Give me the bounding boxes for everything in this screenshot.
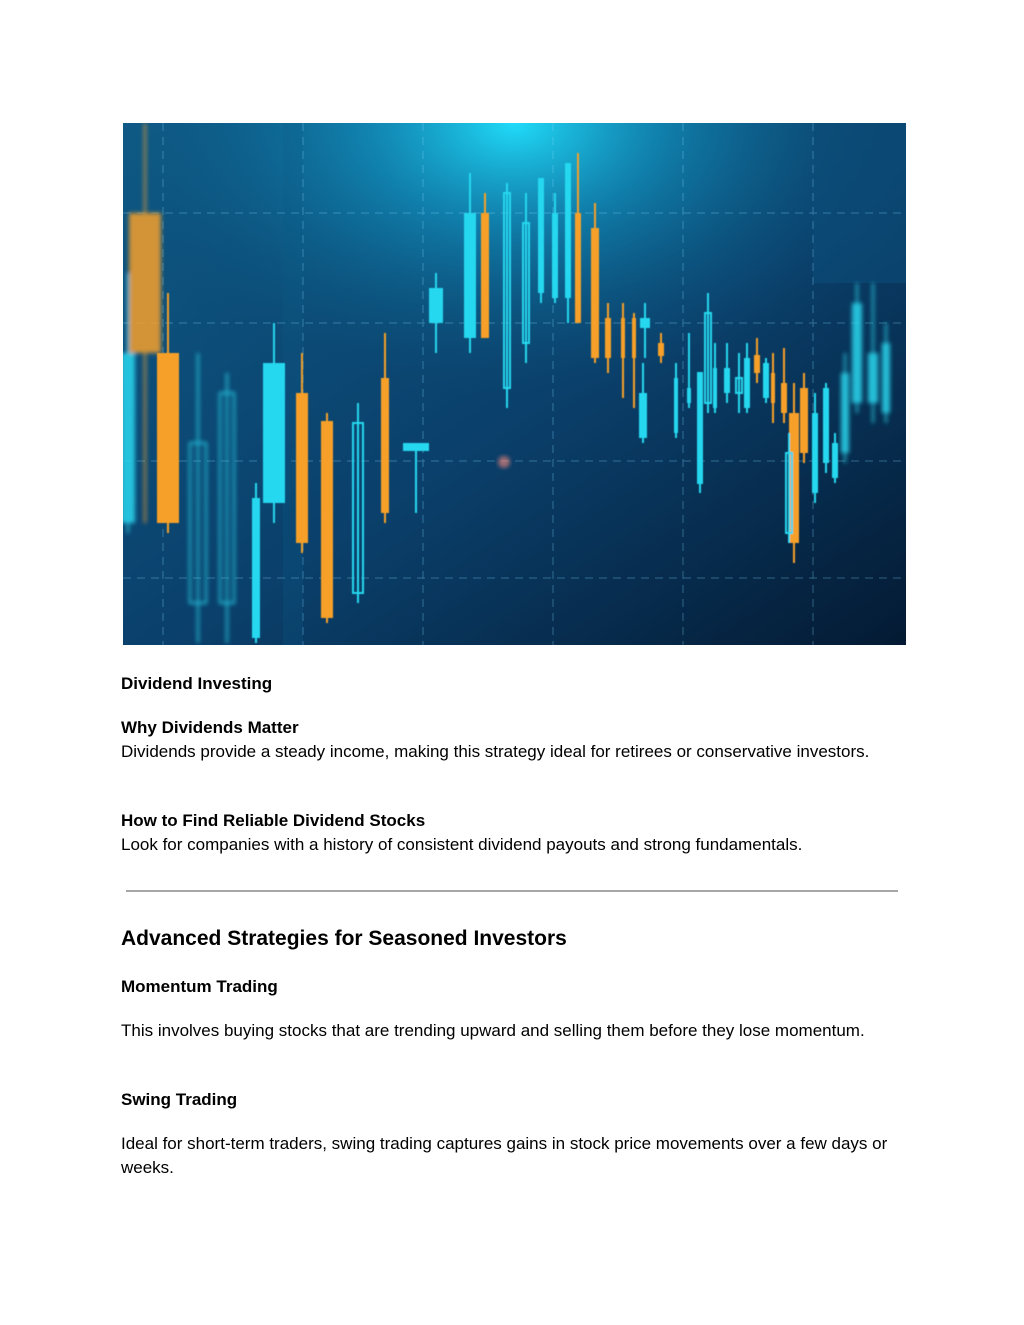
candlestick-body: [129, 213, 161, 353]
candlestick-chart-image: [123, 123, 906, 645]
momentum-trading-title: Momentum Trading: [121, 977, 278, 996]
why-dividends-text: Dividends provide a steady income, making this strategy ideal for retirees or conservative investors.: [121, 742, 870, 761]
candlestick: [321, 413, 333, 623]
candlestick: [481, 193, 489, 338]
candlestick-body: [429, 288, 443, 323]
candlestick-body: [552, 213, 558, 298]
advanced-strategies-heading: Advanced Strategies for Seasoned Investors: [121, 927, 567, 950]
candlestick-body: [605, 318, 611, 358]
candlestick-body: [481, 213, 489, 338]
candlestick-body: [565, 163, 571, 298]
candlestick-body: [658, 343, 664, 356]
candlestick-chart-illustration: [123, 123, 906, 645]
candlestick-body: [724, 368, 730, 393]
candlestick: [504, 183, 510, 408]
candlestick-body: [674, 378, 678, 433]
candlestick-body: [538, 178, 544, 293]
candlestick-body: [296, 393, 308, 543]
dividend-investing-heading: Dividend Investing: [121, 674, 273, 693]
candlestick-body: [713, 368, 717, 408]
candlestick-body: [575, 213, 581, 323]
candlestick-body: [252, 498, 260, 638]
candlestick: [823, 383, 829, 473]
candlestick: [763, 358, 769, 403]
candlestick-body: [157, 353, 179, 523]
candlestick-body: [852, 303, 862, 403]
candlestick-body: [687, 388, 691, 403]
candlestick-body: [832, 443, 838, 478]
horizontal-divider: [126, 890, 898, 892]
candlestick-body: [744, 358, 750, 408]
find-dividend-stocks-title: How to Find Reliable Dividend Stocks: [121, 811, 426, 830]
candlestick-body: [123, 353, 135, 523]
candlestick-body: [781, 383, 787, 413]
candlestick-body: [754, 355, 760, 373]
candlestick: [698, 373, 702, 493]
find-dividend-stocks-text: Look for companies with a history of consistent dividend payouts and strong fundamentals.: [121, 835, 803, 854]
candlestick-body: [591, 228, 599, 358]
candlestick-body: [464, 213, 476, 338]
candlestick-body: [868, 353, 878, 403]
candlestick-body: [763, 363, 769, 398]
swing-trading-title: Swing Trading: [121, 1090, 238, 1109]
momentum-trading-text: This involves buying stocks that are trending upward and selling them before they lose momentum.: [121, 1021, 865, 1040]
candlestick-body: [882, 343, 890, 413]
candlestick-body: [771, 373, 775, 403]
candlestick-body: [263, 363, 285, 503]
candlestick-body: [621, 318, 625, 358]
candlestick-body: [841, 373, 849, 453]
candlestick-body: [800, 388, 808, 453]
candlestick: [538, 178, 544, 303]
candlestick-body: [321, 421, 333, 618]
candlestick: [252, 483, 260, 643]
why-dividends-title: Why Dividends Matter: [121, 718, 299, 737]
candlestick-body: [381, 378, 389, 513]
swing-trading-text: Ideal for short-term traders, swing trading captures gains in stock price movements over a few days or weeks.: [121, 1134, 888, 1177]
candlestick-body: [403, 443, 429, 451]
candlestick-body: [640, 318, 650, 328]
candlestick-body: [639, 393, 647, 438]
candlestick-body: [632, 318, 636, 358]
candlestick-body: [789, 413, 799, 543]
candlestick-body: [812, 413, 818, 493]
candlestick-body: [823, 388, 829, 463]
